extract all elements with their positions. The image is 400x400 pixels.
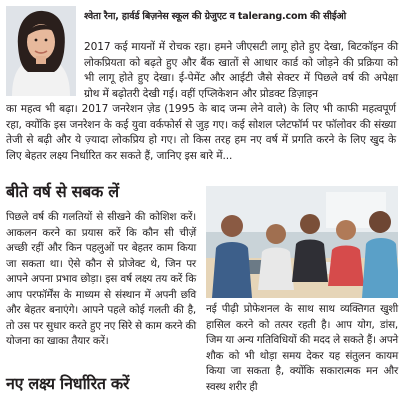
author-photo: [6, 6, 76, 96]
section-body-balance: नई पीढ़ी प्रोफेशनल के साथ साथ व्यक्तिगत खुशी हासिल करने को तत्पर रहती है। आप योग, डांस, जिम या अन्य गतिविधियों की मदद ले सकते हैं। अपने शौक को भी थोड़ा समय देकर यह संतुलन कायम किया जा सकता है, क्योंकि सकारात्मक मन और स्वस्थ शरीर ही: [206, 303, 398, 393]
news-photo: [206, 186, 398, 298]
intro-paragraph: 2017 कई मायनों में रोचक रहा। हमने जीएसटी लागू होते हुए देखा, बिटकॉइन की लोकप्रियता को बढ़ते हुए और बैंक खातों से आधार कार्ड को जोड़ने की प्रक्रिया को भी लागू होते हुए देखा। ई-पेमेंट और आईटी जैसे सेक्टर में पिछले वर्ष की अपेक्षा ग्रोथ में बढ़ोतरी देखी गई। वहीं एप्लिकेशन और प्रोडक्ट डिज़ाइन: [84, 41, 398, 100]
author-byline: श्वेता रैना, हार्वर्ड बिज़नेस स्कूल की ग्रेजुएट व talerang.com की सीईओ: [84, 11, 346, 22]
section-heading-lessons: बीते वर्ष से सबक लें: [6, 182, 119, 201]
section-body-lessons: पिछले वर्ष की गलतियों से सीखने की कोशिश करें। आकलन करने का प्रयास करें कि कौन सी चीज़ें अच्छी रहीं और किन पहलुओं पर बेहतर काम किया जा सकता था। ऐसे कौन से प्रोजेक्ट थे, जिन पर आपने अपना प्रभाव छोड़ा। इस वर्ष लक्ष्य तय करें कि आप परफॉर्मेंस के माध्यम से संस्थान में अपनी छवि और बेहतर बनाएंगे। आपने पहले कोई गलती की है, तो उस पर सुधार करते हुए नए सिरे से काम करने की योजना का खाका तैयार करें।: [6, 211, 196, 347]
intro-paragraph-continued: का महत्व भी बढ़ा। 2017 जनरेशन ज़ेड (1995 के बाद जन्म लेने वाले) के लिए भी काफी महत्वपूर्ण रहा, क्योंकि इस जनरेशन के कई युवा वर्कफोर्स से जुड़ गए। कई सोशल प्लेटफॉर्म पर फॉलोवर की संख्या तेजी से बढ़ी और ये ज़्यादा लोकप्रिय हो गए। तो किस तरह हम नए वर्ष में प्रगति करने के लिए खुद के लिए बेहतर लक्ष्य निर्धारित कर सकते हैं, जानिए इस बारे में...: [6, 103, 396, 162]
section-heading-new-goals: नए लक्ष्य निर्धारित करें: [6, 374, 130, 393]
